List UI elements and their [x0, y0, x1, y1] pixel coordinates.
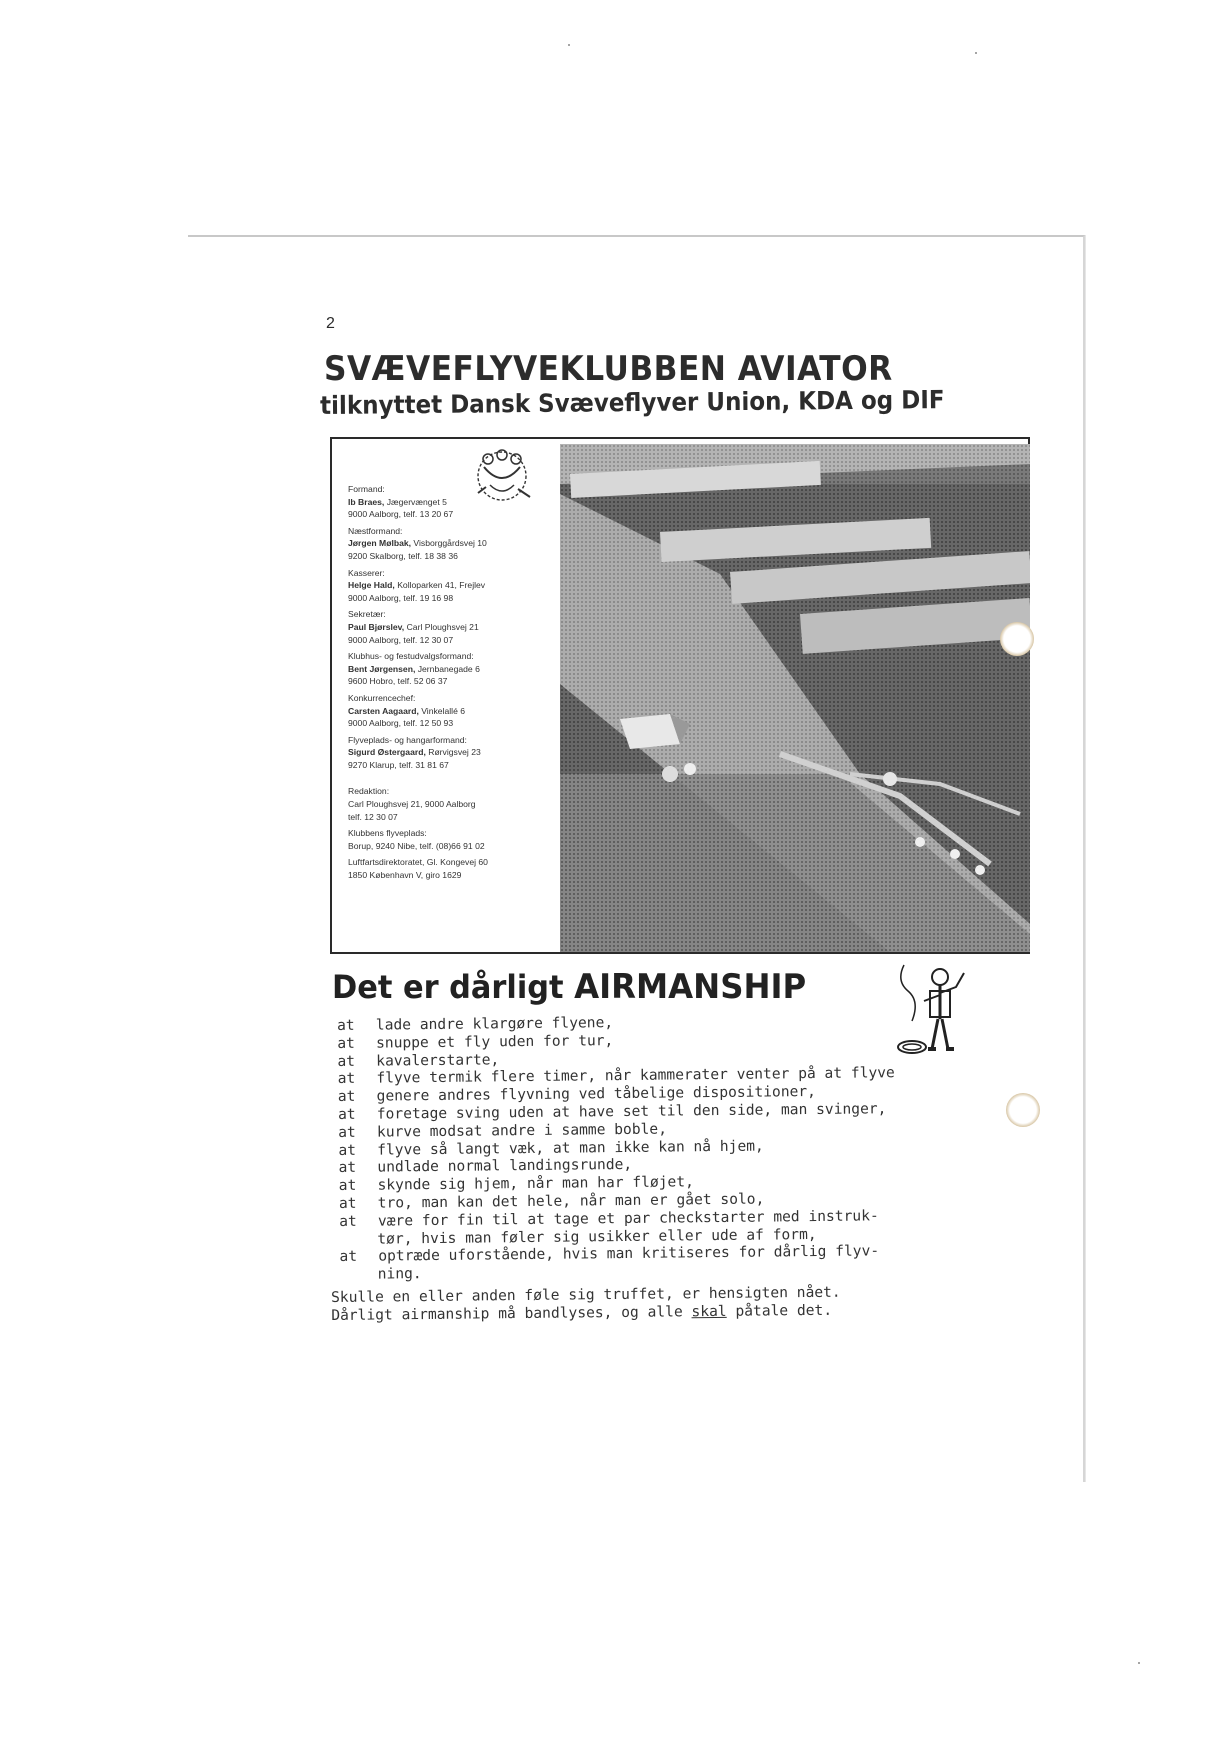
closing-paragraph: Skulle en eller anden føle sig truffet, er hensigten nået. Dårligt airmanship må bandlyses, og alle skal påtale det. — [331, 1283, 841, 1324]
contact-entry: Flyveplads- og hangarformand: Sigurd Østergaard, Rørvigsvej 23 9270 Klarup, telf. 31 81 67 — [348, 734, 481, 770]
list-item: at være for fin til at tage et par checkstarter med instruk- — [339, 1207, 879, 1230]
contact-entry: Klubhus- og festudvalgsformand: Bent Jørgensen, Jernbanegade 6 9600 Hobro, telf. 52 06 37 — [348, 651, 480, 687]
editorial-entry: Redaktion: Carl Ploughsvej 21, 9000 Aalborg telf. 12 30 07 — [348, 786, 476, 822]
contact-entry: Formand: Ib Braes, Jægervænget 5 9000 Aalborg, telf. 13 20 67 — [348, 484, 454, 520]
contact-entry: Kasserer: Helge Hald, Kolloparken 41, Frejlev 9000 Aalborg, telf. 19 16 98 — [348, 567, 486, 603]
page-number: 2 — [326, 315, 335, 332]
list-item-continuation: tør, hvis man føler sig usikker eller ude af form, — [377, 1225, 817, 1248]
list-item: at lade andre klargøre flyene, — [337, 1014, 614, 1034]
contact-entry: Konkurrencechef: Carsten Aagaard, Vinkelallé 6 9000 Aalborg, telf. 12 50 93 — [348, 692, 466, 729]
list-item: at snuppe et fly uden for tur, — [337, 1031, 614, 1052]
club-info-box — [330, 437, 1030, 954]
punch-hole-upper — [1000, 622, 1034, 656]
list-item-continuation: ning. — [377, 1265, 422, 1283]
paper-speck — [1138, 1662, 1140, 1664]
paper-speck — [568, 44, 570, 46]
contact-entry: Sekretær: Paul Bjørslev, Carl Ploughsvej 21 9000 Aalborg, telf. 12 30 07 — [348, 609, 479, 645]
list-item: at kavalerstarte, — [337, 1050, 500, 1070]
document-page — [188, 235, 1085, 1482]
authority-entry: Luftfartsdirektoratet, Gl. Kongevej 60 1850 København V, giro 1629 — [348, 857, 488, 881]
punch-hole-lower — [1006, 1093, 1040, 1127]
list-item: at genere andres flyvning ved tåbelige dispositioner, — [337, 1083, 817, 1106]
list-item: at skynde sig hjem, når man har fløjet, — [338, 1173, 694, 1195]
list-item: at flyve termik flere timer, når kammerater venter på at flyve — [337, 1064, 895, 1088]
list-item: at undlade normal landingsrunde, — [338, 1156, 633, 1177]
list-item: at flyve så langt væk, at man ikke kan nå hjem, — [338, 1137, 764, 1159]
list-item: at optræde uforstående, hvis man kritiseres for dårlig flyv- — [339, 1242, 880, 1266]
list-item: at kurve modsat andre i samme boble, — [338, 1120, 668, 1141]
list-item: at foretage sving uden at have set til den side, man svinger, — [337, 1100, 887, 1123]
page-title: SVÆVEFLYVEKLUBBEN AVIATOR — [324, 349, 893, 389]
aerial-photo — [560, 444, 1030, 952]
list-item: at tro, man kan det hele, når man er gået solo, — [338, 1190, 765, 1212]
paper-speck — [975, 52, 977, 54]
contact-entry: Næstformand: Jørgen Mølbak, Visborggårdsvej 10 9200 Skalborg, telf. 18 38 36 — [348, 525, 487, 561]
section-title: Det er dårligt AIRMANSHIP — [332, 967, 807, 1007]
airfield-entry: Klubbens flyveplads: Borup, 9240 Nibe, telf. (08)66 91 02 — [348, 828, 485, 851]
airmanship-list — [337, 1009, 1060, 1283]
page-subtitle: tilknyttet Dansk Svæveflyver Union, KDA og DIF — [320, 385, 945, 420]
contact-list — [348, 483, 538, 886]
